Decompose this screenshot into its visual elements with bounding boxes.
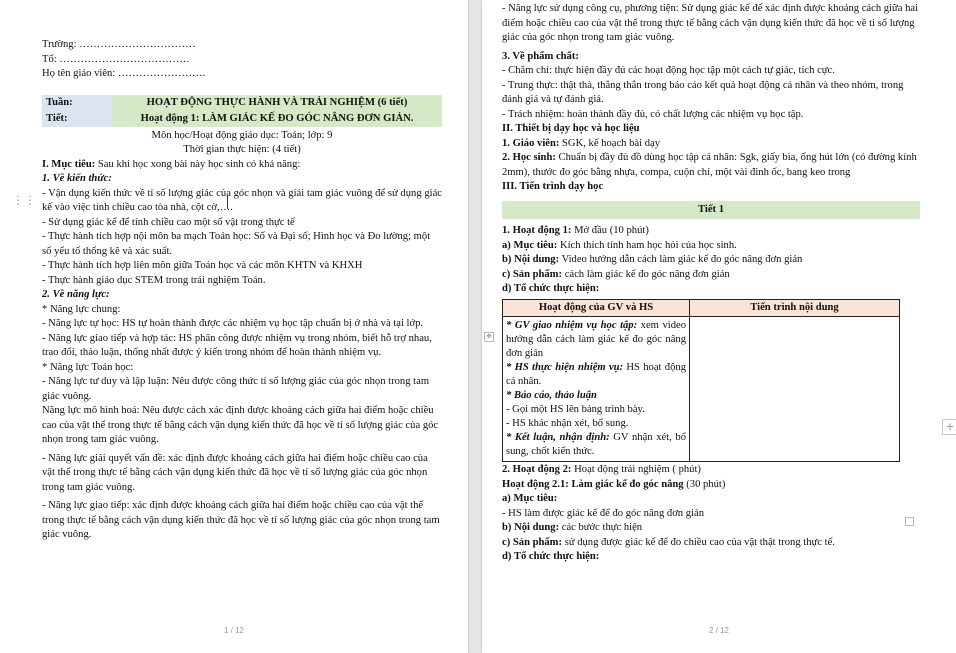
product-label: c) Sản phẩm:	[502, 268, 563, 280]
subject-line: Môn học/Hoạt động giáo dục: Toán; lớp: 9	[151, 129, 333, 141]
do-label: * HS thực hiện nhiệm vụ:	[506, 362, 624, 373]
equipment-heading: II. Thiết bị dạy học và học liệu	[502, 123, 640, 134]
document-page-2[interactable]	[482, 0, 956, 653]
general-item: - Năng lực tự học: HS tự hoàn thành được các nhiệm vụ học tập chuẩn bị ở nhà và tại lớp.	[42, 318, 424, 329]
page-number: 1 / 12	[223, 626, 244, 635]
objective-line	[502, 239, 920, 254]
student-line	[502, 151, 920, 180]
content-label: b) Nội dung:	[502, 254, 560, 265]
extra-item: - Năng lực giao tiếp: xác định được khoảng cách giữa hai điểm hoặc chiều cao của vật thể trong thực tế bằng cách vận dụng kiến thức đã học về tỉ số lượng giác của góc nhọn trong tam giác vuông.	[42, 500, 440, 540]
extra-item: - Năng lực giải quyết vấn đề: xác định được khoảng cách giữa hai điểm hoặc chiều cao của vật thể trong thực tế bằng cách vận dụng kiến thức đã học về tỉ số lượng giác của góc nhọn trong tam giác vuông.	[42, 452, 428, 493]
knowledge-item: - Sử dụng giác kế để tính chiều cao một số vật trong thực tế	[42, 216, 295, 228]
qualities-item: - Trung thực: thật thà, thẳng thắn trong báo cáo kết quả hoạt động cá nhân và theo nhóm, trong đánh giá và tự đánh giá.	[502, 79, 904, 105]
activity2-text: Hoạt động trải nghiệm (	[571, 464, 676, 475]
conclude-text: GV nhận xét, bổ sung, chốt kiến thức.	[506, 432, 686, 457]
knowledge-item: - Thực hành tích hợp liên môn giữa Toán học và các môn KHTN và KHXH	[42, 260, 363, 271]
school-field: Trường: ……………………………	[42, 39, 196, 50]
teacher-line	[502, 137, 920, 152]
drag-handle-icon[interactable]: ⋮⋮	[12, 193, 36, 207]
teacher-text: SGK, kế hoạch bài dạy	[559, 137, 661, 149]
lesson-header-table	[42, 95, 442, 127]
do-line	[506, 361, 686, 389]
lesson-title: HOẠT ĐỘNG THỰC HÀNH VÀ TRẢI NGHIỆM (6 tiết)	[112, 95, 442, 111]
general-item: - Năng lực giao tiếp và hợp tác: HS phân công được nhiệm vụ trong nhóm, biết hỗ trợ nhau, trao đổi, thảo luận, thống nhất được ý kiến trong nhóm để hoàn thành nhiệm vụ.	[42, 332, 432, 358]
activity1-line	[502, 224, 920, 239]
organize-label: d) Tổ chức thực hiện:	[502, 283, 600, 294]
general-heading: * Năng lực chung:	[42, 303, 121, 315]
activity2-label: 2. Hoạt động 2:	[502, 464, 572, 475]
content2-label: b) Nội dung:	[502, 522, 560, 533]
activity2-line	[502, 463, 920, 478]
col-teacher-student: Hoạt động của GV và HS	[503, 299, 690, 317]
teacher-name-field: Họ tên giáo viên: …………………….	[42, 68, 206, 79]
product-line	[502, 268, 920, 283]
knowledge-item: - Thực hành tích hợp nội môn ba mạch Toán học: Số và Đại số; Hình học và Đo lường; một số yếu tố thống kê và xác suất.	[42, 231, 431, 257]
qualities-item: - Trách nhiệm: hoàn thành đầy đủ, có chất lượng các nhiệm vụ học tập.	[502, 108, 804, 120]
task-line	[506, 319, 686, 361]
group-field: Tổ: ……………………………….	[42, 53, 190, 65]
content2-line	[502, 521, 920, 536]
math-heading: * Năng lực Toán học:	[42, 361, 134, 373]
activity-cell[interactable]	[503, 317, 690, 462]
objective2-item: - HS làm được giác kế để đo góc nâng đơn giản	[502, 507, 704, 519]
objective-text: Kích thích tính ham học hỏi của học sinh.	[557, 239, 737, 251]
page-1-content[interactable]	[42, 38, 442, 543]
teacher-label: 1. Giáo viên:	[502, 137, 560, 149]
organize2-label: d) Tổ chức thực hiện:	[502, 551, 600, 562]
student-text: Chuẩn bị đầy đủ đồ dùng học tập cá nhân: Sgk, giấy bìa, ống hút lớn (có đường kính 2mm), thước đo góc bằng nhựa, compa, cuộn chỉ, một vài đinh ốc, bang keo trong	[502, 152, 917, 178]
objective2-label: a) Mục tiêu:	[502, 493, 558, 504]
tools-item: - Năng lực sử dụng công cụ, phương tiện: Sử dụng giác kế để xác định được khoảng cách giữa hai điểm hoặc chiều cao của vật thể trong thực tế bằng cách vận dụng kiến thức đã học về tỉ số lượng giác của góc nhọn trong tam giác vuông.	[502, 3, 919, 43]
period-label: Tiết:	[42, 111, 112, 127]
duration-line: Thời gian thực hiện: (4 tiết)	[183, 144, 301, 155]
process-heading: III. Tiến trình dạy học	[502, 181, 604, 192]
activity-table[interactable]	[502, 299, 900, 463]
task-text: xem video hướng dẫn cách làm giác kế đo góc nâng đơn giản	[506, 320, 687, 359]
product2-label: c) Sản phẩm:	[502, 536, 563, 548]
content-cell[interactable]	[690, 317, 900, 462]
qualities-heading: 3. Về phẩm chất:	[502, 50, 579, 62]
content-line	[502, 253, 920, 268]
do-text: HS hoạt động cá nhân.	[506, 362, 686, 387]
objectives-heading: I. Mục tiêu:	[42, 158, 96, 170]
qualities-item: - Chăm chỉ: thực hiện đầy đủ các hoạt động học tập một cách tự giác, tích cực.	[502, 65, 835, 76]
objectives-intro: Sau khi học xong bài này học sinh có khả năng:	[95, 158, 301, 170]
activity-title: Hoạt động 1: LÀM GIÁC KẾ ĐO GÓC NÂNG ĐƠN GIẢN.	[112, 111, 442, 127]
student-label: 2. Học sinh:	[502, 152, 556, 163]
knowledge-item: - Vận dụng kiến thức về tỉ số lượng giác của góc nhọn và giải tam giác vuông để sử dụng giác kế vào việc tính chiều cao tòa nhà, cột cờ,….	[42, 187, 442, 213]
product-text: cách làm giác kế đo góc nâng đơn giản	[562, 268, 730, 280]
report-item: - Gọi một HS lên bảng trình bày.	[506, 404, 645, 415]
col-content-progress: Tiến trình nội dung	[690, 299, 900, 317]
content-text: Video hướng dẫn cách làm giác kế đo góc nâng đơn giản	[559, 254, 803, 265]
knowledge-item: - Thực hành giáo dục STEM trong trải nghiệm Toán.	[42, 274, 266, 286]
activity21-line	[502, 478, 920, 493]
document-page-1[interactable]	[0, 0, 468, 653]
period-bar: Tiết 1	[502, 201, 920, 220]
report-label: * Báo cáo, thảo luận	[506, 390, 597, 401]
objectives-line	[42, 158, 442, 173]
conclude-line	[506, 431, 686, 459]
page-2-content[interactable]	[502, 3, 920, 565]
conclude-label: * Kết luận, nhận định:	[506, 432, 610, 443]
math-item: Năng lực mô hình hoá: Nêu được cách xác định được khoảng cách giữa hai điểm hoặc chiều cao của vật thể trong thực tế bằng cách vận dụng kiến thức đã học về tỉ số lượng giác của góc nhọn trong tam giác vuông.	[42, 405, 439, 445]
objective-label: a) Mục tiêu:	[502, 239, 558, 251]
activity21-text: (30 phút)	[683, 478, 726, 490]
math-item: - Năng lực tư duy và lập luận: Nêu được công thức tỉ số lượng giác của góc nhọn trong tam giác vuông.	[42, 376, 430, 402]
activity2-tail: phút)	[675, 464, 701, 475]
product2-line	[502, 536, 920, 551]
task-label: * GV giao nhiệm vụ học tập:	[506, 320, 638, 331]
product2-text: sử dụng được giác kế để đo chiều cao của vật thật trong thực tế.	[562, 536, 835, 548]
table-move-icon[interactable]: ✥	[484, 332, 494, 342]
report-item: - HS khác nhận xét, bổ sung.	[506, 418, 629, 429]
content2-text: các bước thực hiện	[559, 522, 643, 533]
page-number: 2 / 12	[708, 626, 729, 635]
activity21-label: Hoạt động 2.1: Làm giác kế đo góc nâng	[502, 478, 684, 490]
knowledge-heading: 1. Về kiến thức:	[42, 173, 112, 184]
plus-icon[interactable]: +	[942, 419, 956, 435]
week-label: Tuần:	[42, 95, 112, 111]
activity1-text: Mở đầu (10 phút)	[571, 225, 649, 236]
skills-heading: 2. Về năng lực:	[42, 289, 110, 300]
activity1-label: 1. Hoạt động 1:	[502, 225, 572, 236]
